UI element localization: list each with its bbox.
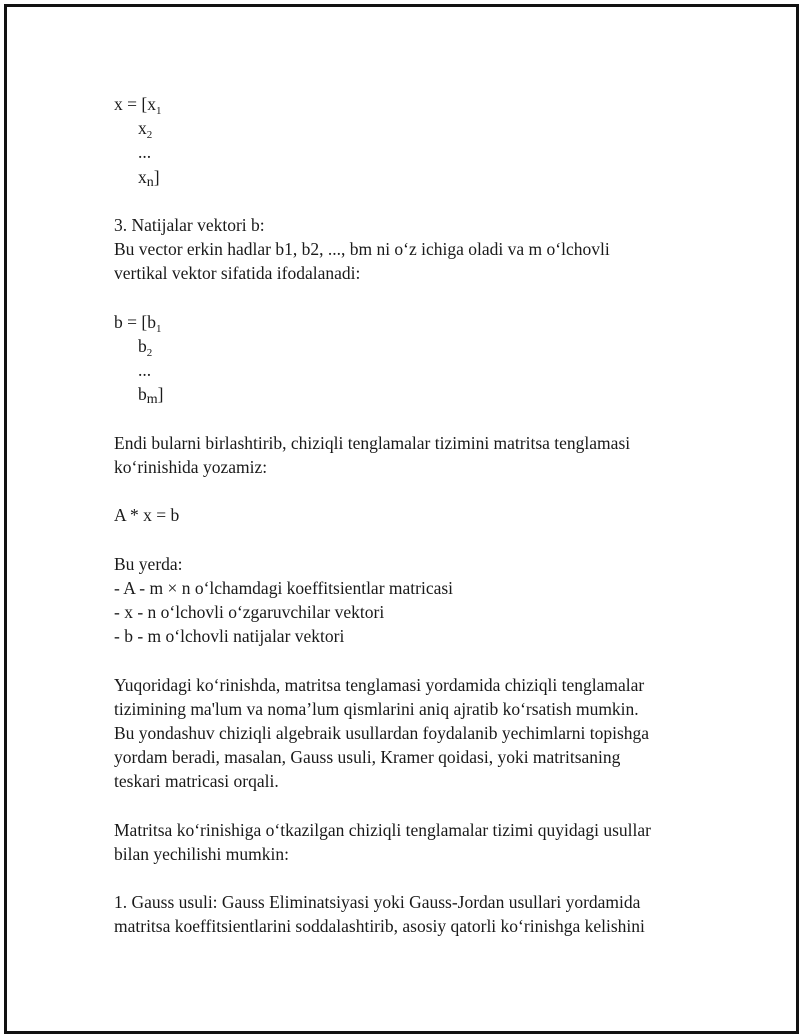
section-3-text-line-1: Bu vector erkin hadlar b1, b2, ..., bm ni o‘z ichiga oladi va m o‘lchovli [114,239,610,260]
matrix-equation: A * x = b [114,505,180,526]
paragraph-3-line: matritsa koeffitsientlarini soddalashtirib, asosiy qatorli ko‘rinishga kelishini [114,916,645,937]
legend-item: - A - m × n o‘lchamdagi koeffitsientlar matricasi [114,577,454,598]
paragraph-1-line: Yuqoridagi ko‘rinishda, matritsa tenglamasi yordamida chiziqli tenglamalar [114,674,645,695]
paragraph-1-line: tizimining ma'lum va noma’lum qismlarini aniq ajratib ko‘rsatish mumkin. [114,698,639,719]
vector-b-row-3: ... [138,360,152,381]
paragraph-1-line: yordam beradi, masalan, Gauss usuli, Kramer qoidasi, yoki matritsaning [114,747,621,768]
vector-x-row-1: $x = [x_1$ [114,94,162,117]
vector-b-row-4: bm] [138,384,164,408]
paragraph-1-line: teskari matricasi orqali. [114,771,279,792]
legend-heading: Bu yerda: [114,553,183,574]
legend-item: - b - m o‘lchovli natijalar vektori [114,626,345,647]
combine-text-line-2: ko‘rinishida yozamiz: [114,456,268,477]
vector-x-row-3: ... [138,142,152,163]
vector-x [114,92,714,189]
vector-x-row-2: $x_2$ [138,118,153,142]
paragraph-1-line: Bu yondashuv chiziqli algebraik usullardan foydalanib yechimlarni topishga [114,722,650,743]
section-3-text-line-2: vertikal vektor sifatida ifodalanadi: [114,263,361,284]
legend-item: - x - n o‘lchovli o‘zgaruvchilar vektori [114,601,385,622]
vector-b-row-2: $b_2$ [138,335,153,359]
vector-b-row-1: $b = [b_1$ [114,311,162,335]
vector-x-row-4: xn] [138,166,160,190]
section-3-heading: 3. Natijalar vektori b: [114,214,265,235]
paragraph-2-line: Matritsa ko‘rinishiga o‘tkazilgan chiziqli tenglamalar tizimi quyidagi usullar [114,819,652,840]
paragraph-2-line: bilan yechilishi mumkin: [114,843,289,864]
document-body [114,92,714,939]
combine-text-line-1: Endi bularni birlashtirib, chiziqli tenglamalar tizimini matritsa tenglamasi [114,432,631,453]
vector-b [114,310,714,407]
paragraph-3-line: 1. Gauss usuli: Gauss Eliminatsiyasi yoki Gauss-Jordan usullari yordamida [114,892,641,913]
